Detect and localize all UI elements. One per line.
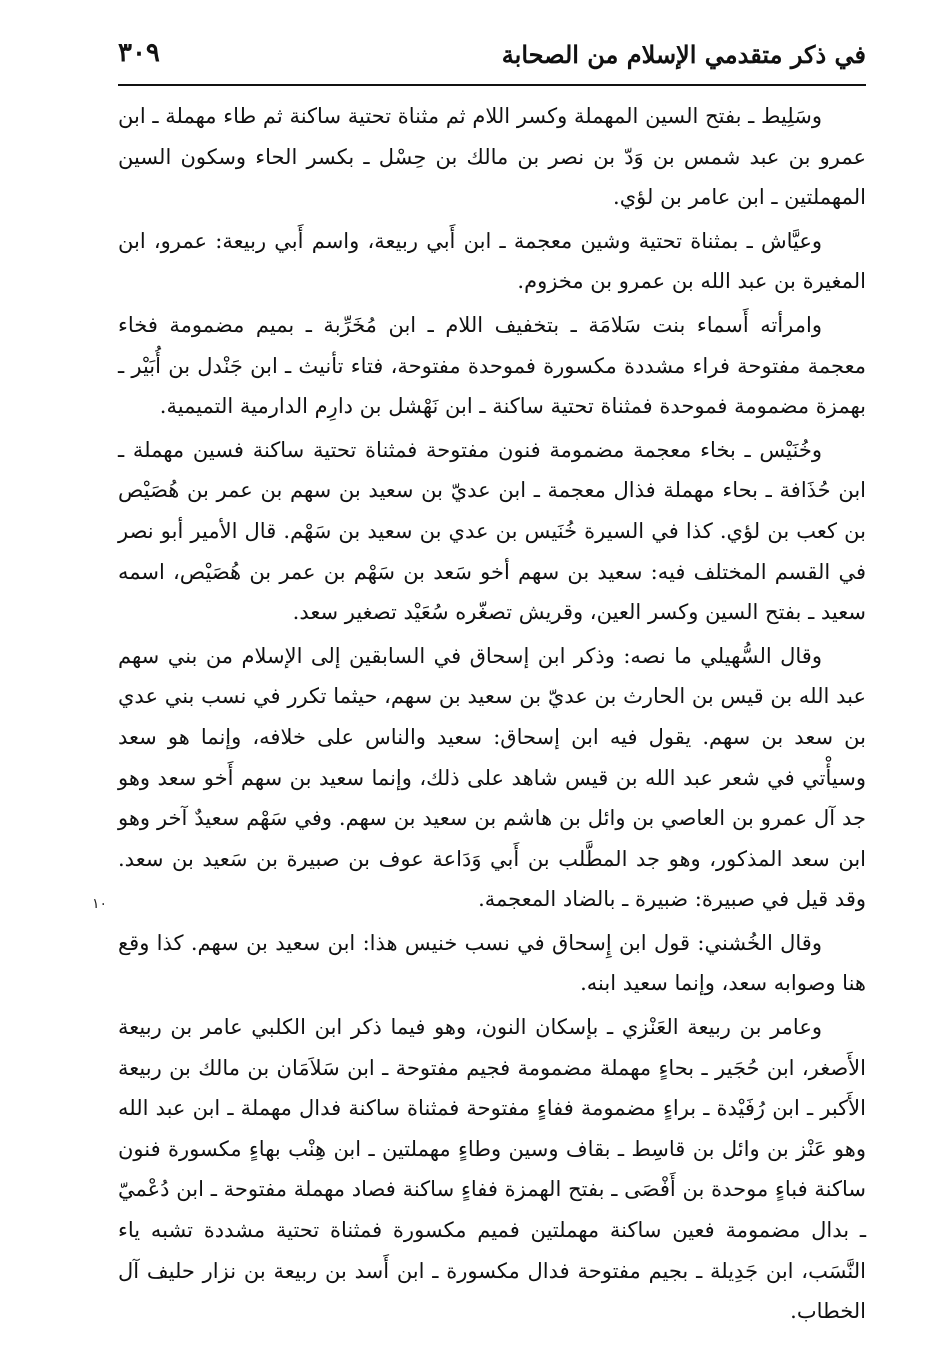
paragraph-khunays: وخُنَيْس ـ بخاء معجمة مضمومة فنون مفتوحة فمثناة تحتية ساكنة فسين مهملة ـ ابن حُذَافة ـ بحاء مهملة فذال معجمة ـ ابن عديّ بن سعيد بن سهم بن عمر بن هُصَيْص بن كعب بن لؤي. كذا في السيرة خُنَيس بن عدي بن سعيد بن سَهْم. قال الأمير أبو نصر في القسم المختلف فيه: سعيد بن سهم أخو سَعد بن سَهْم بن عمر بن هُصَيْص، اسمه سعيد ـ بفتح السين وكسر العين، وقريش تصغّره سُعَيْد تصغير سعد.: [118, 437, 866, 625]
header-title: في ذكر متقدمي الإسلام من الصحابة: [501, 40, 866, 69]
running-header: [118, 36, 866, 86]
paragraph-ayyash: وعيَّاش ـ بمثناة تحتية وشين معجمة ـ ابن أَبي ربيعة، واسم أَبي ربيعة: عمرو، ابن المغيرة بن عبد الله بن عمرو بن مخزوم.: [118, 228, 866, 294]
paragraph-suhayli: وقال السُّهيلي ما نصه: وذكر ابن إسحاق في السابقين إلى الإسلام من بني سهم عبد الله بن قيس بن الحارث بن عديّ بن سعيد بن سهم، حيثما تكرر في نسب بني عدي بن سعد بن سهم. يقول فيه ابن إسحاق: سعيد والناس على خلافه، وإنما هو سعد وسيأْتي في شعر عبد الله بن قيس شاهد على ذلك، وإنما سعيد بن سهم أَخو سعد وهو جد آل عمرو بن العاصي بن وائل بن هاشم بن سعيد بن سهم. وفي سَهْم سعيدٌ آخر وهو ابن سعد المذكور، وهو جد المطَّلب بن أَبي وَدَاعة عوف بن صبيرة بن سَعيد بن سعد. وقد قيل في صبيرة: ضبيرة ـ بالضاد المعجمة.: [118, 643, 866, 912]
margin-mark: ١٠: [92, 896, 108, 912]
page-number: ٣٠٩: [118, 38, 160, 68]
paragraph-asma: وامرأته أَسماء بنت سَلامَة ـ بتخفيف اللام ـ ابن مُخَرِّبة ـ بميم مضمومة فخاء معجمة مفتوحة فراء مشددة مكسورة فموحدة مفتوحة، فتاء تأنيث ـ ابن جَنْدل بن أُبَيْر ـ بهمزة مضمومة فموحدة فمثناة تحتية ساكنة ـ ابن نَهْشل بن دارِم الدارمية التميمية.: [118, 312, 866, 419]
paragraph-amir: وعامر بن ربيعة العَنْزي ـ بإسكان النون، وهو فيما ذكر ابن الكلبي عامر بن ربيعة الأَصغر، ابن حُجَير ـ بحاءٍ مهملة مضمومة فجيم مفتوحة ـ ابن سَلاَمَان بن مالك بن ربيعة الأَكبر ـ ابن رُفَيْدة ـ براءٍ مضمومة ففاءٍ مفتوحة فمثناة ساكنة فدال مهملة ـ ابن عبد الله وهو عَنْز بن وائل بن قاسِط ـ بقاف وسين وطاءٍ مهملتين ـ ابن هِنْب بهاءٍ مكسورة فنون ساكنة فباءٍ موحدة بن أَفْصَى ـ بفتح الهمزة ففاءٍ ساكنة فصاد مهملة مفتوحة ـ ابن دُعْميّ ـ بدال مضمومة فعين ساكنة مهملتين فميم مكسورة فمثناة تحتية مشددة تشبه ياء النَّسَب، ابن جَدِيلة ـ بجيم مفتوحة فدال مكسورة ـ ابن أَسد بن ربيعة بن نزار حليف آل الخطاب.: [118, 1015, 866, 1324]
body-text: [118, 96, 866, 1335]
paragraph-khushani: وقال الخُشني: قول ابن إِسحاق في نسب خنيس هذا: ابن سعيد بن سهم. كذا وقع هنا وصوابه سعد، وإنما سعيد ابنه.: [118, 930, 866, 996]
paragraph-salit: وسَلِيط ـ بفتح السين المهملة وكسر اللام ثم مثناة تحتية ساكنة ثم طاء مهملة ـ ابن عمرو بن عبد شمس بن وَدّ بن نصر بن مالك بن حِسْل ـ بكسر الحاء وسكون السين المهملتين ـ ابن عامر بن لؤي.: [118, 104, 866, 210]
